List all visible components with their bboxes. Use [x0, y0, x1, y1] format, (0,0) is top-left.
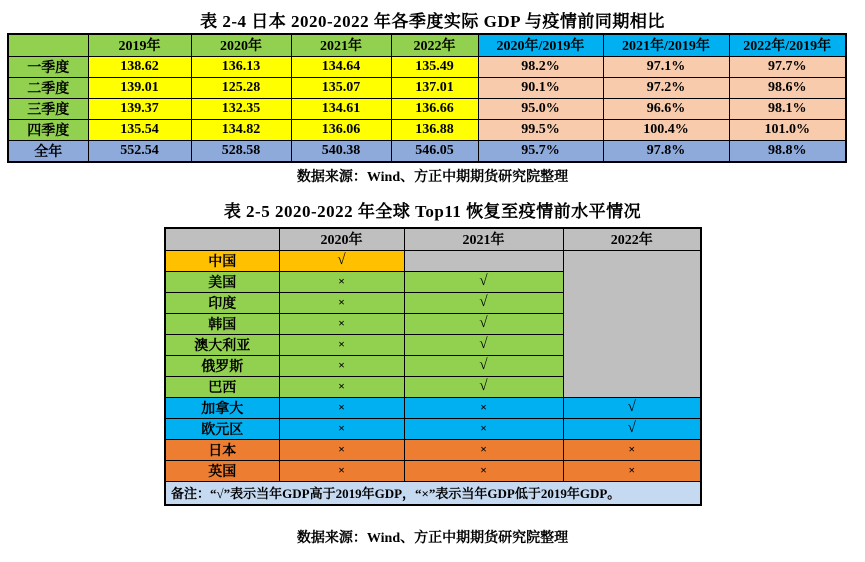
country-label-cell: 巴西	[165, 376, 279, 397]
country-row	[165, 250, 701, 271]
gdp-value-cell: 136.06	[291, 119, 391, 140]
ratio-value-cell: 97.1%	[603, 56, 729, 77]
recovery-mark-cell: √	[404, 334, 563, 355]
recovery-mark-cell: ×	[279, 355, 404, 376]
quarter-row	[8, 77, 846, 98]
recovery-table-header-row	[165, 228, 701, 250]
country-label-cell: 英国	[165, 460, 279, 481]
recovery-mark-cell: √	[279, 250, 404, 271]
gdp-value-cell: 136.88	[391, 119, 478, 140]
quarter-row	[8, 119, 846, 140]
country-row	[165, 439, 701, 460]
row-label-cell: 全年	[8, 140, 88, 162]
recovery-mark-cell	[404, 250, 563, 271]
gdp-value-cell: 540.38	[291, 140, 391, 162]
gdp-value-cell: 546.05	[391, 140, 478, 162]
recovery-mark-cell: ×	[279, 460, 404, 481]
year-header-cell: 2021年	[404, 228, 563, 250]
country-label-cell: 日本	[165, 439, 279, 460]
recovery-mark-cell: ×	[279, 418, 404, 439]
ratio-value-cell: 98.8%	[729, 140, 846, 162]
ratio-value-cell: 99.5%	[478, 119, 603, 140]
ratio-header-cell: 2020年/2019年	[478, 34, 603, 56]
ratio-value-cell: 90.1%	[478, 77, 603, 98]
source-caption-2: 数据来源：Wind、方正中期期货研究院整理	[296, 531, 569, 546]
row-label-cell: 一季度	[8, 56, 88, 77]
quarter-row	[8, 56, 846, 77]
ratio-value-cell: 97.8%	[603, 140, 729, 162]
gdp-value-cell: 138.62	[88, 56, 191, 77]
gdp-value-cell: 134.64	[291, 56, 391, 77]
total-row	[8, 140, 846, 162]
gdp-value-cell: 137.01	[391, 77, 478, 98]
year-header-cell: 2020年	[191, 34, 291, 56]
recovery-mark-cell: √	[404, 271, 563, 292]
ratio-value-cell: 101.0%	[729, 119, 846, 140]
year-header-cell: 2020年	[279, 228, 404, 250]
recovery-mark-cell: ×	[279, 397, 404, 418]
recovery-mark-cell: √	[404, 313, 563, 334]
year-header-cell: 2022年	[391, 34, 478, 56]
gdp-value-cell: 134.82	[191, 119, 291, 140]
ratio-header-cell: 2022年/2019年	[729, 34, 846, 56]
row-label-cell: 二季度	[8, 77, 88, 98]
recovery-mark-cell: ×	[279, 313, 404, 334]
note-cell: 备注：“√”表示当年GDP高于2019年GDP，“×”表示当年GDP低于2019年GDP。	[165, 481, 701, 505]
recovery-mark-cell: √	[404, 355, 563, 376]
ratio-value-cell: 95.0%	[478, 98, 603, 119]
year-header-cell: 2022年	[563, 228, 701, 250]
corner-header-cell	[165, 228, 279, 250]
recovery-mark-cell: ×	[279, 271, 404, 292]
table2-title: 表 2-5 2020-2022 年全球 Top11 恢复至疫情前水平情况	[223, 202, 642, 221]
source-caption-1: 数据来源：Wind、方正中期期货研究院整理	[296, 170, 569, 185]
gdp-value-cell: 528.58	[191, 140, 291, 162]
ratio-value-cell: 96.6%	[603, 98, 729, 119]
gdp-value-cell: 135.49	[391, 56, 478, 77]
country-label-cell: 俄罗斯	[165, 355, 279, 376]
gdp-table	[7, 33, 847, 163]
recovery-mark-cell: √	[563, 397, 701, 418]
gdp-value-cell: 132.35	[191, 98, 291, 119]
recovery-mark-cell: √	[404, 376, 563, 397]
note-row	[165, 481, 701, 505]
country-label-cell: 中国	[165, 250, 279, 271]
gdp-value-cell: 135.54	[88, 119, 191, 140]
country-label-cell: 印度	[165, 292, 279, 313]
recovery-mark-cell: ×	[404, 397, 563, 418]
quarter-row	[8, 98, 846, 119]
merged-gray-cell	[563, 250, 701, 397]
gdp-value-cell: 139.37	[88, 98, 191, 119]
recovery-mark-cell: ×	[404, 460, 563, 481]
ratio-value-cell: 100.4%	[603, 119, 729, 140]
recovery-mark-cell: ×	[279, 292, 404, 313]
recovery-mark-cell: ×	[404, 418, 563, 439]
ratio-value-cell: 95.7%	[478, 140, 603, 162]
recovery-mark-cell: √	[563, 418, 701, 439]
recovery-table	[164, 227, 702, 506]
country-row	[165, 460, 701, 481]
country-label-cell: 美国	[165, 271, 279, 292]
row-label-cell: 四季度	[8, 119, 88, 140]
year-header-cell: 2019年	[88, 34, 191, 56]
ratio-value-cell: 98.1%	[729, 98, 846, 119]
recovery-mark-cell: ×	[563, 460, 701, 481]
recovery-mark-cell: ×	[279, 334, 404, 355]
gdp-value-cell: 139.01	[88, 77, 191, 98]
row-label-cell: 三季度	[8, 98, 88, 119]
country-label-cell: 欧元区	[165, 418, 279, 439]
recovery-mark-cell: ×	[563, 439, 701, 460]
table1-title: 表 2-4 日本 2020-2022 年各季度实际 GDP 与疫情前同期相比	[200, 12, 665, 31]
gdp-value-cell: 136.13	[191, 56, 291, 77]
ratio-value-cell: 98.2%	[478, 56, 603, 77]
gdp-value-cell: 136.66	[391, 98, 478, 119]
gdp-value-cell: 125.28	[191, 77, 291, 98]
country-label-cell: 澳大利亚	[165, 334, 279, 355]
recovery-mark-cell: ×	[404, 439, 563, 460]
ratio-value-cell: 97.2%	[603, 77, 729, 98]
corner-header-cell	[8, 34, 88, 56]
year-header-cell: 2021年	[291, 34, 391, 56]
ratio-value-cell: 98.6%	[729, 77, 846, 98]
country-label-cell: 韩国	[165, 313, 279, 334]
gdp-value-cell: 135.07	[291, 77, 391, 98]
gdp-value-cell: 552.54	[88, 140, 191, 162]
country-row	[165, 397, 701, 418]
gdp-table-header-row	[8, 34, 846, 56]
country-row	[165, 418, 701, 439]
gdp-value-cell: 134.61	[291, 98, 391, 119]
ratio-header-cell: 2021年/2019年	[603, 34, 729, 56]
ratio-value-cell: 97.7%	[729, 56, 846, 77]
country-label-cell: 加拿大	[165, 397, 279, 418]
recovery-mark-cell: ×	[279, 376, 404, 397]
recovery-mark-cell: ×	[279, 439, 404, 460]
recovery-mark-cell: √	[404, 292, 563, 313]
